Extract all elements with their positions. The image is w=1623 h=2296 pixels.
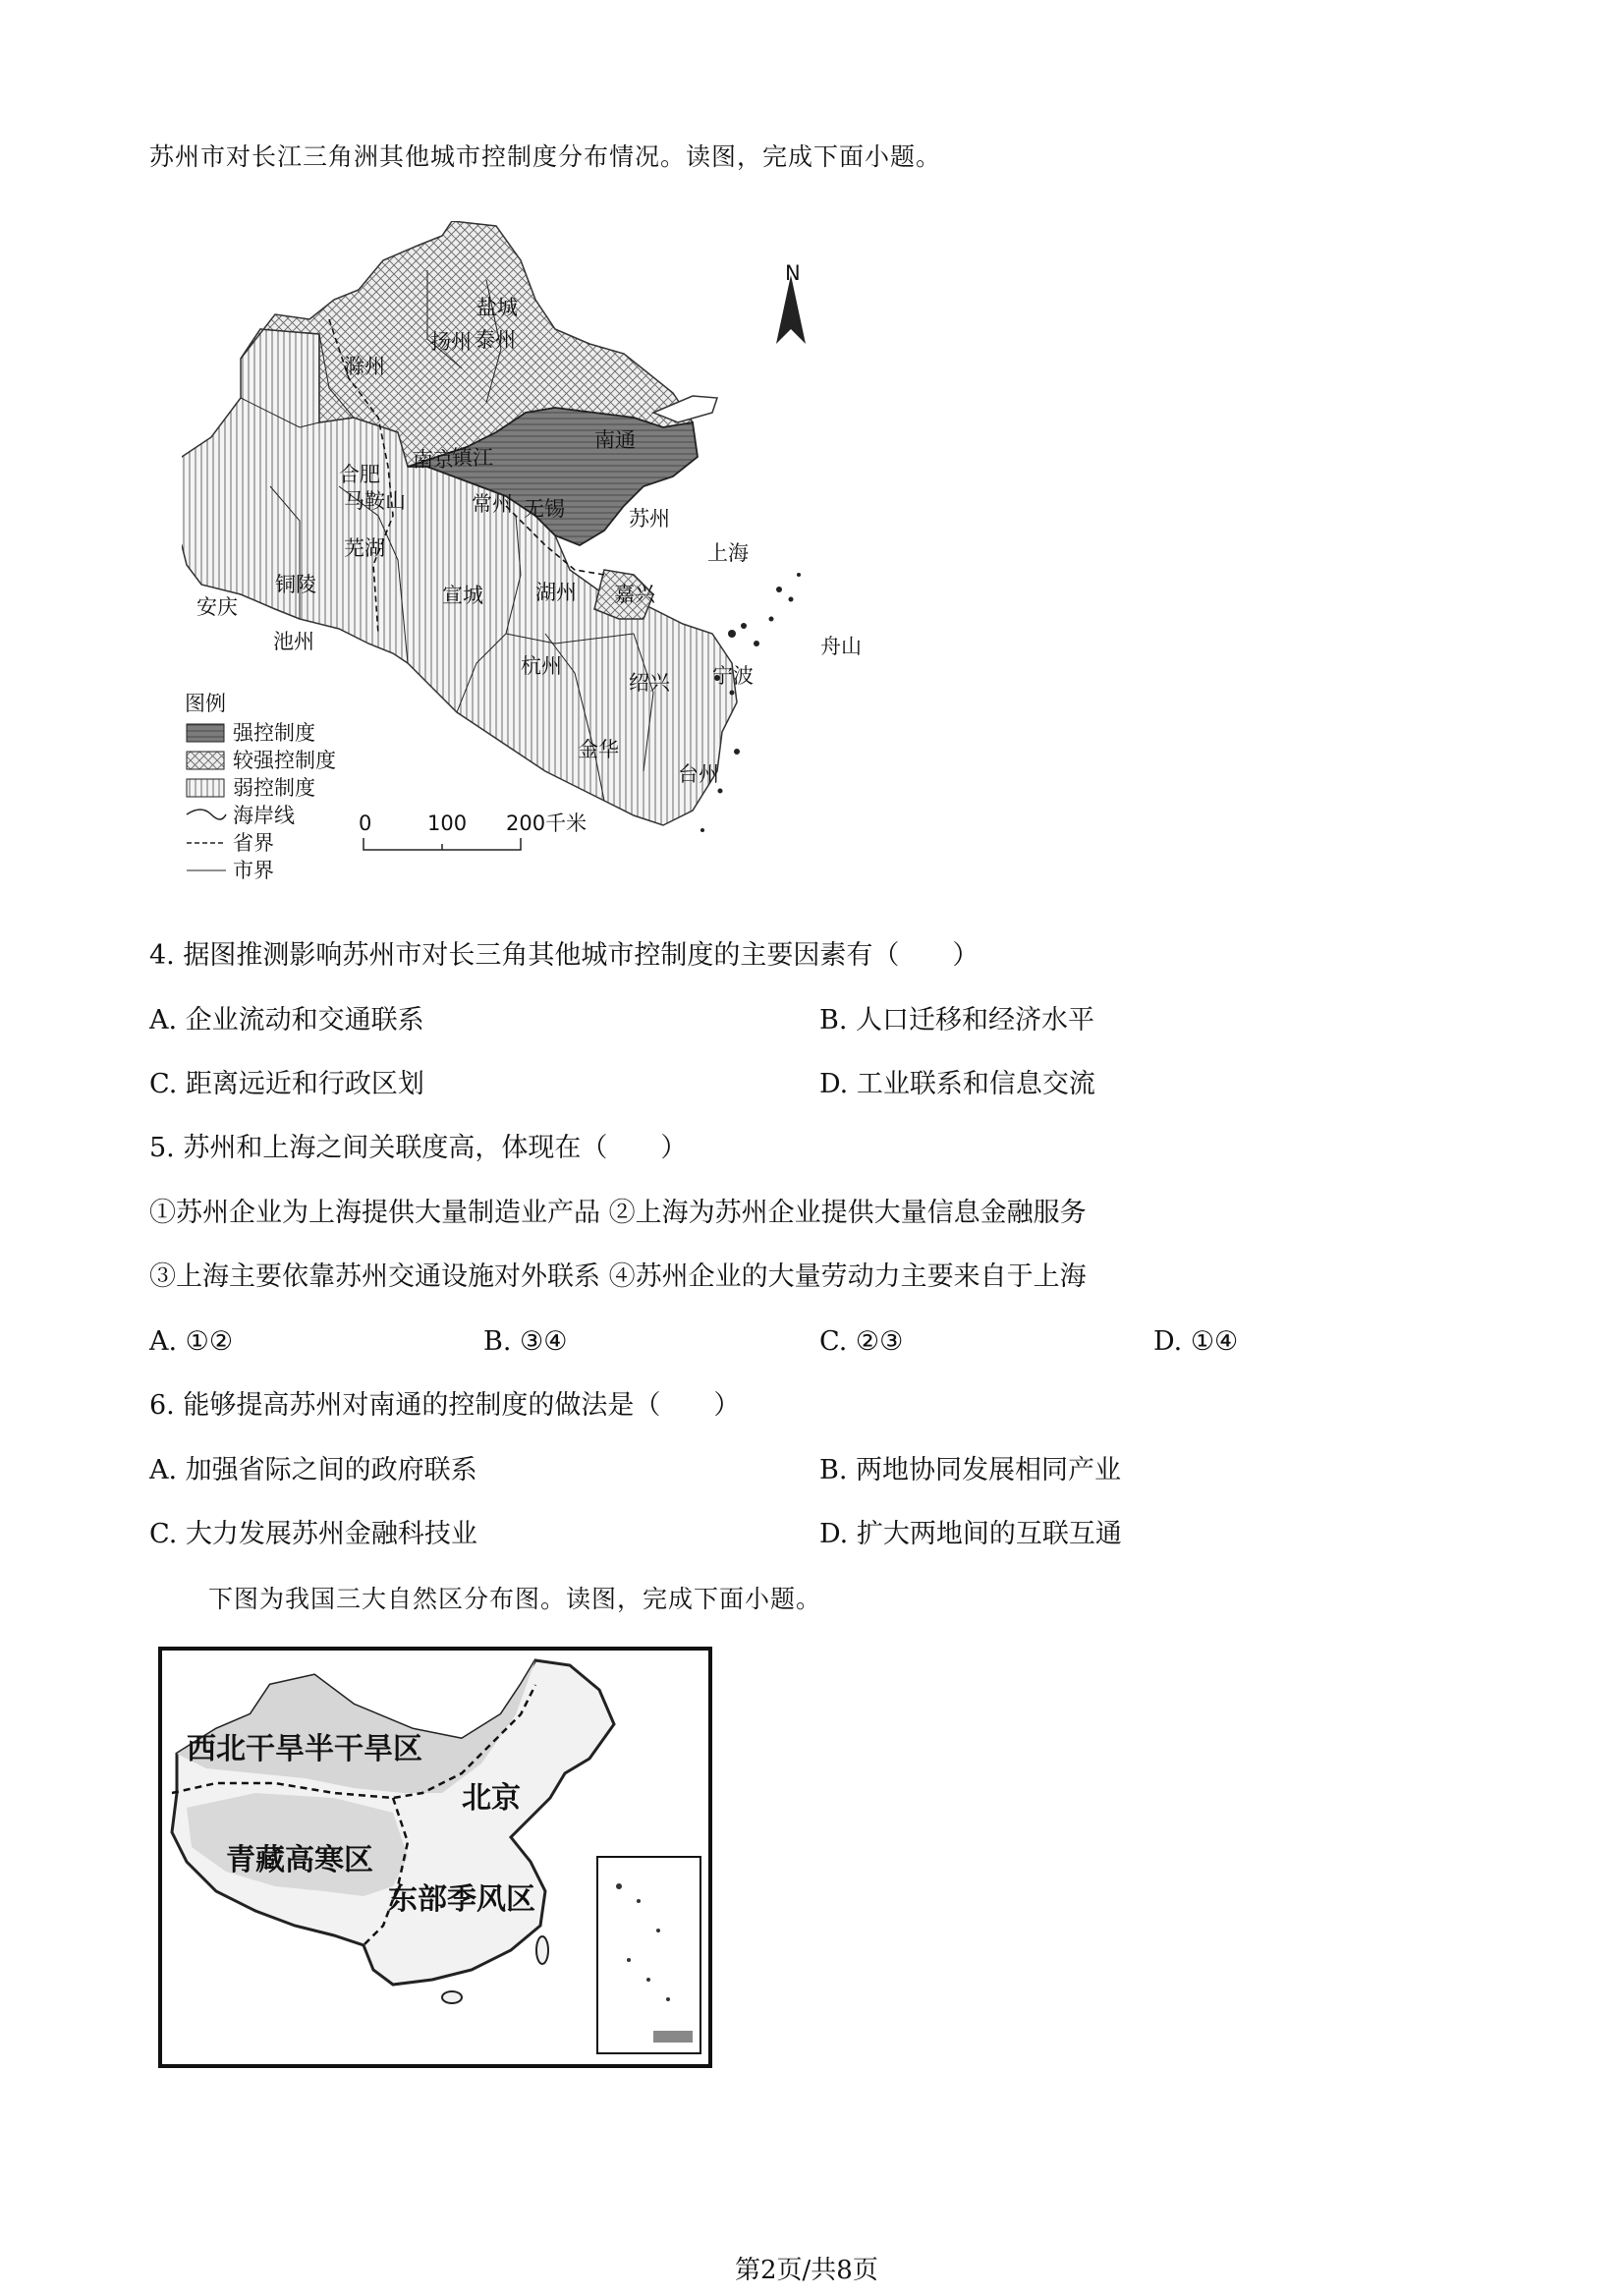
- city-label: 嘉兴: [614, 583, 655, 606]
- hainan-island: [442, 1991, 462, 2003]
- q6-option-b[interactable]: B. 两地协同发展相同产业: [819, 1455, 1122, 1485]
- city-label: 湖州: [535, 581, 577, 604]
- svg-text:100: 100: [427, 812, 468, 835]
- q5-option-d[interactable]: D. ①④: [1153, 1326, 1239, 1357]
- q6-option-c[interactable]: C. 大力发展苏州金融科技业: [149, 1519, 477, 1549]
- city-label: 宁波: [712, 664, 754, 688]
- city-label: 苏州: [629, 507, 670, 531]
- svg-text:弱控制度: 弱控制度: [233, 776, 315, 800]
- qinghai-tibet-label: 青藏高寒区: [226, 1843, 373, 1877]
- city-label: 池州: [273, 630, 314, 653]
- city-label: 合肥: [339, 463, 380, 486]
- beijing-label: 北京: [462, 1781, 521, 1816]
- taiwan-island: [536, 1936, 548, 1964]
- svg-text:海岸线: 海岸线: [233, 804, 295, 827]
- city-label: 滁州: [344, 355, 385, 378]
- city-label: 台州: [678, 762, 719, 786]
- east-monsoon-label: 东部季风区: [388, 1882, 535, 1917]
- q4-option-c[interactable]: C. 距离远近和行政区划: [149, 1069, 424, 1099]
- city-label: 马鞍山: [344, 489, 406, 513]
- city-label: 绍兴: [629, 671, 670, 695]
- q5-option-b[interactable]: B. ③④: [483, 1326, 568, 1357]
- city-label: 扬州: [430, 330, 472, 354]
- city-label: 宣城: [442, 584, 483, 607]
- city-label: 杭州: [521, 654, 562, 678]
- q6-option-a[interactable]: A. 加强省际之间的政府联系: [149, 1455, 477, 1485]
- intro-text: 苏州市对长江三角洲其他城市控制度分布情况。读图，完成下面小题。: [149, 142, 942, 171]
- northwest-label: 西北干旱半干旱区: [187, 1732, 422, 1766]
- svg-text:省界: 省界: [233, 831, 274, 855]
- question-6-stem: 6. 能够提高苏州对南通的控制度的做法是（ ）: [149, 1390, 741, 1421]
- svg-text:0: 0: [359, 812, 372, 835]
- q5-option-c[interactable]: C. ②③: [819, 1326, 904, 1357]
- city-label: 芜湖: [344, 536, 385, 560]
- city-label: 安庆: [196, 595, 238, 619]
- city-label: 盐城: [476, 296, 518, 319]
- city-label: 泰州: [475, 328, 516, 352]
- city-label: 镇江: [452, 446, 493, 470]
- svg-text:较强控制度: 较强控制度: [233, 749, 336, 772]
- city-label: 常州: [472, 492, 513, 516]
- q4-option-d[interactable]: D. 工业联系和信息交流: [819, 1069, 1095, 1099]
- svg-text:强控制度: 强控制度: [233, 721, 315, 745]
- intro-text-2: 下图为我国三大自然区分布图。读图，完成下面小题。: [208, 1585, 822, 1613]
- q5-option-a[interactable]: A. ①②: [149, 1326, 234, 1357]
- china-natural-regions-map: [157, 1646, 717, 2073]
- q6-option-d[interactable]: D. 扩大两地间的互联互通: [819, 1519, 1122, 1549]
- city-label: 南京: [413, 448, 454, 472]
- yangtze-delta-control-map: [182, 221, 889, 899]
- svg-text:N: N: [785, 261, 801, 285]
- question-5-stem: 5. 苏州和上海之间关联度高，体现在（ ）: [149, 1133, 688, 1163]
- scale-bar: [359, 812, 587, 850]
- city-label: 无锡: [524, 497, 565, 521]
- city-label: 金华: [578, 738, 619, 761]
- svg-text:200千米: 200千米: [506, 812, 588, 835]
- q5-statement-line-1: ①苏州企业为上海提供大量制造业产品 ②上海为苏州企业提供大量信息金融服务: [149, 1198, 1087, 1228]
- q4-option-a[interactable]: A. 企业流动和交通联系: [149, 1005, 424, 1036]
- question-4-stem: 4. 据图推测影响苏州市对长三角其他城市控制度的主要因素有（ ）: [149, 940, 979, 971]
- map-legend: [185, 692, 336, 882]
- city-label: 南通: [594, 428, 636, 452]
- svg-text:图例: 图例: [185, 692, 226, 715]
- q4-option-b[interactable]: B. 人口迁移和经济水平: [819, 1005, 1095, 1036]
- city-label: 铜陵: [275, 573, 316, 596]
- q5-statement-line-2: ③上海主要依靠苏州交通设施对外联系 ④苏州企业的大量劳动力主要来自于上海: [149, 1261, 1087, 1292]
- city-label: 舟山: [820, 635, 862, 658]
- city-label: 上海: [707, 541, 749, 565]
- page-number: 第2页/共8页: [735, 2256, 878, 2285]
- svg-text:市界: 市界: [233, 859, 274, 882]
- north-arrow: [776, 261, 806, 344]
- south-china-sea-inset: [597, 1857, 700, 2053]
